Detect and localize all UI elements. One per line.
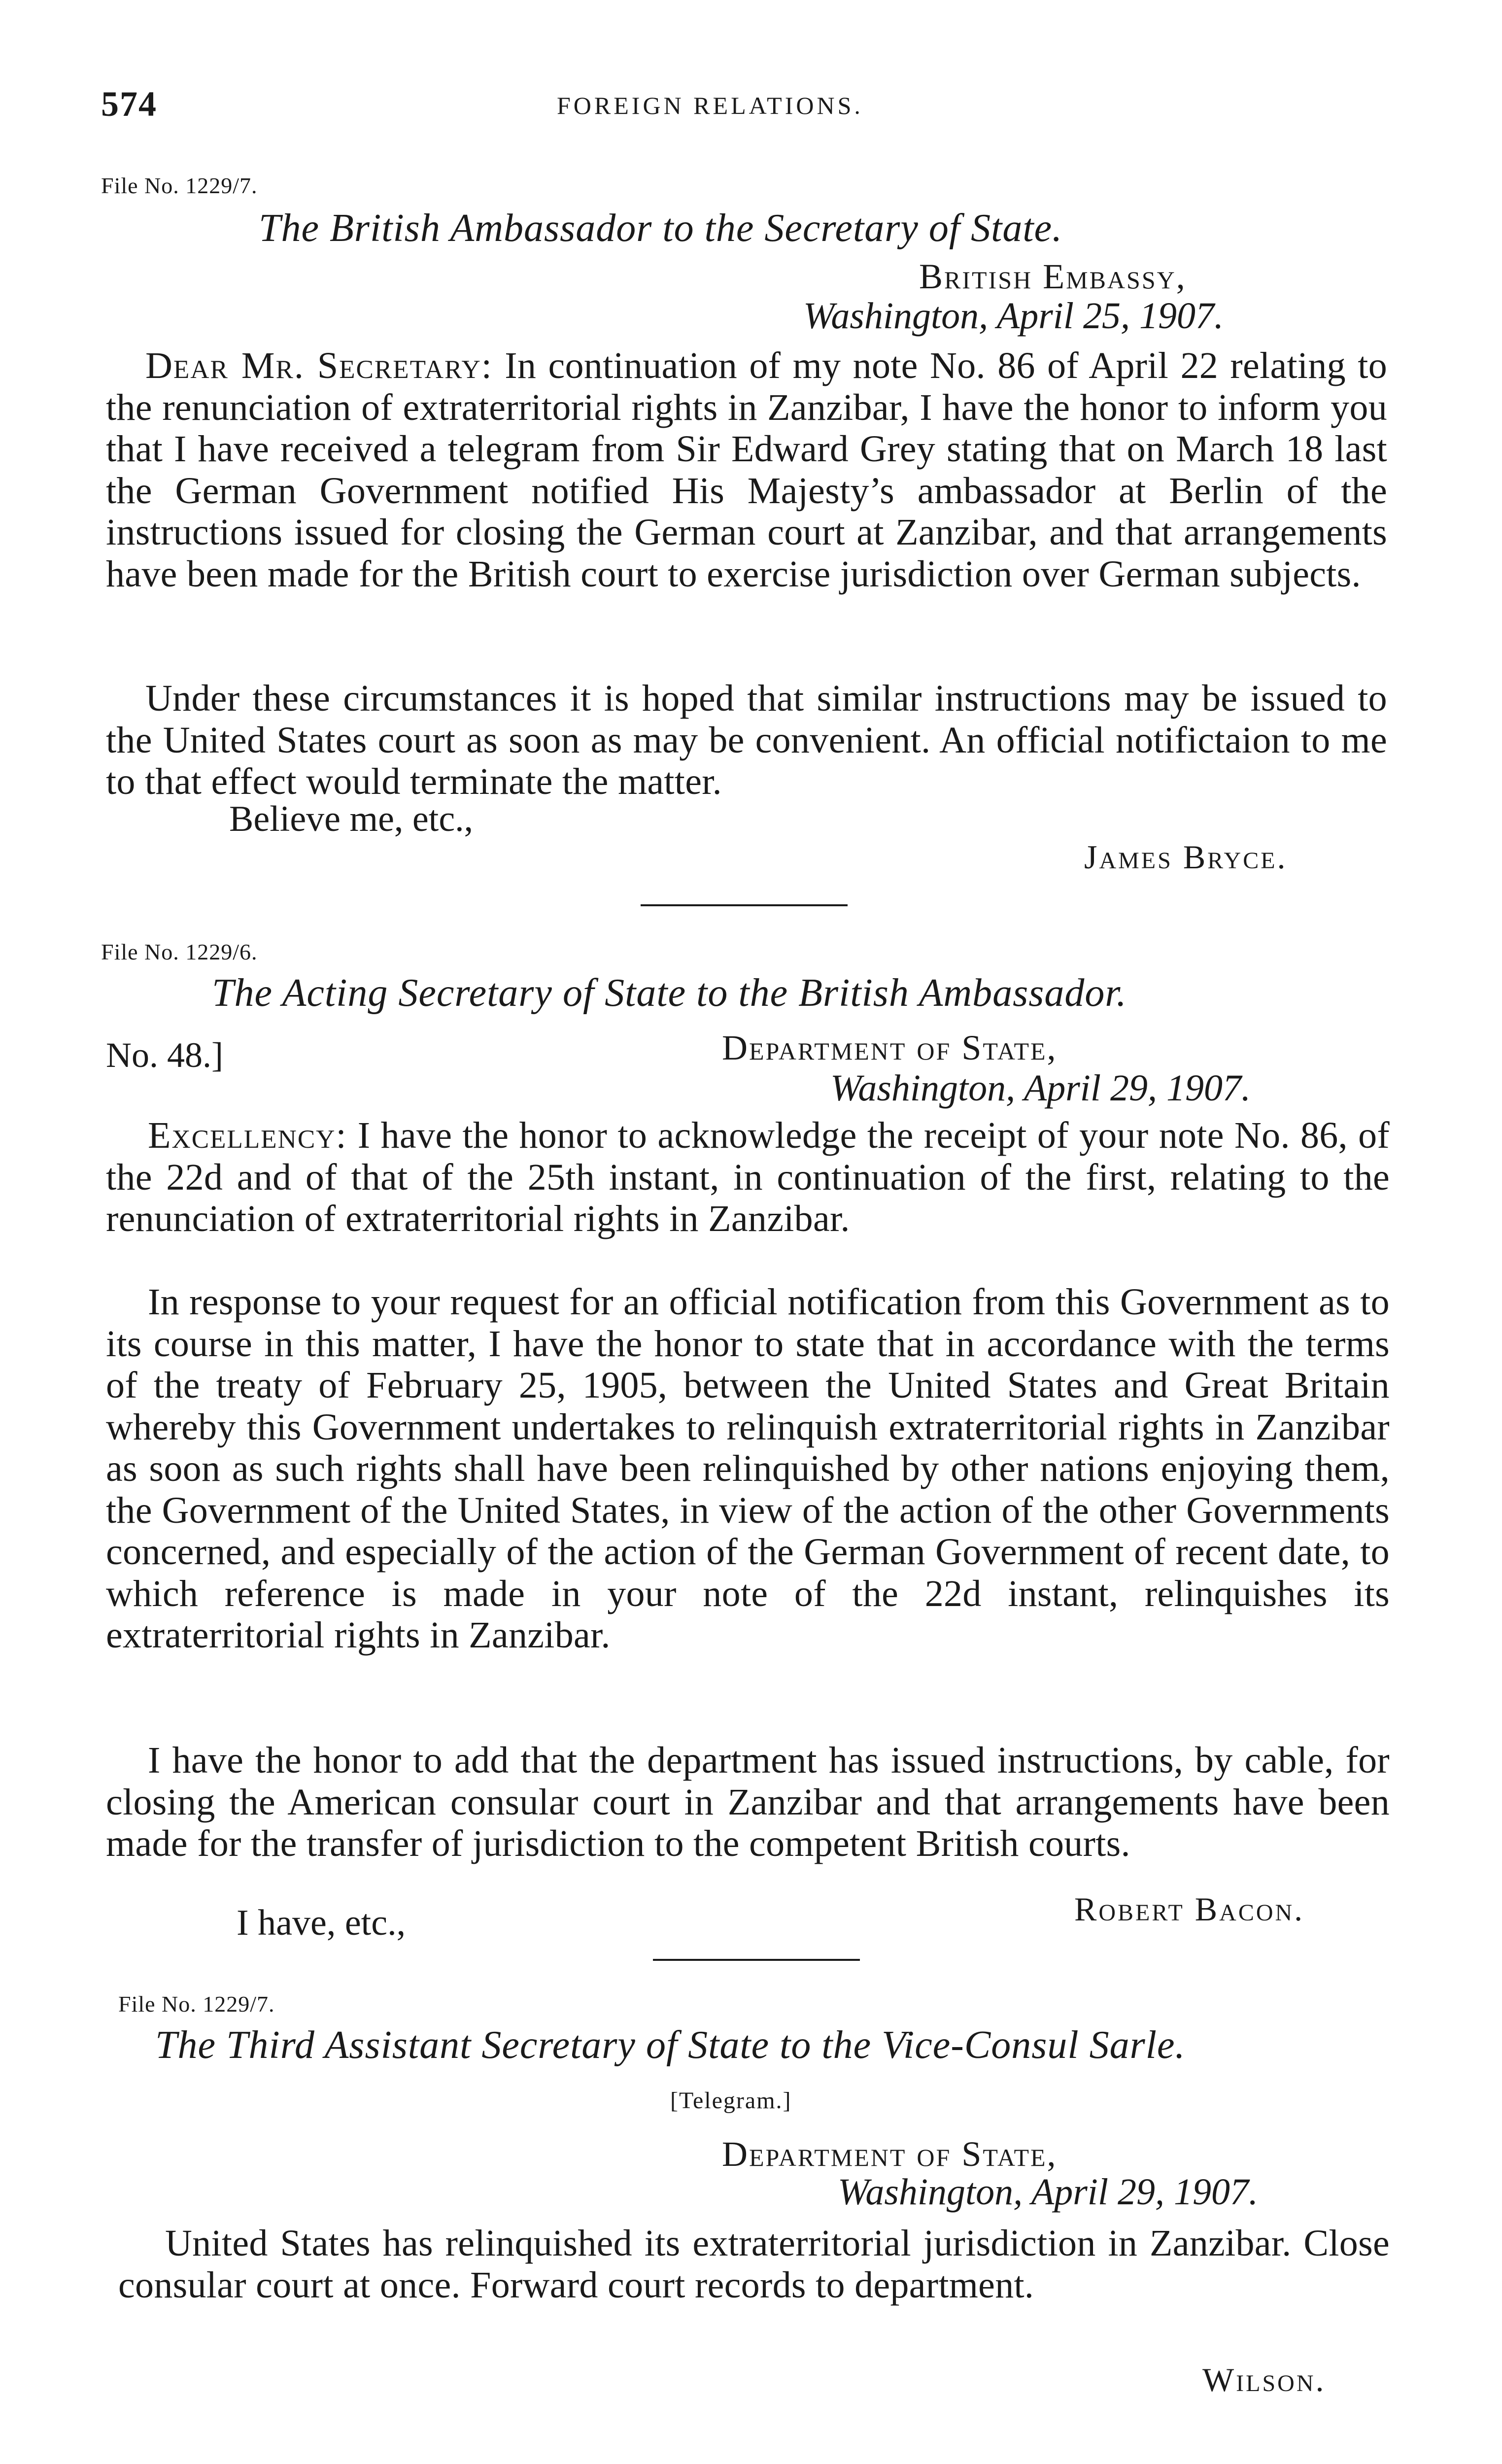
doc1-title: The British Ambassador to the Secretary of State.	[259, 206, 1063, 250]
doc2-paragraph-1	[106, 1115, 1390, 1240]
doc2-file-number: File No. 1229/6.	[101, 939, 258, 964]
doc1-salutation: Dear Mr. Secretary:	[145, 345, 493, 386]
doc3-file-number: File No. 1229/7.	[118, 1991, 275, 2017]
doc2-title: The Acting Secretary of State to the British Ambassador.	[212, 971, 1127, 1015]
doc2-paragraph-3: I have the honor to add that the department has issued instructions, by cable, for closing the American consular court in Zanzibar and that arrangements have been made for the transfer of jurisdiction to the competent British courts.	[106, 1740, 1390, 1864]
doc2-paragraph-2: In response to your request for an official notification from this Government as to its course in this matter, I have the honor to state that in accordance with the terms of the treaty of February 25, 1905, between the United States and Great Britain whereby this Government undertakes to relinquish extraterritorial rights in Zanzibar as soon as such rights shall have been relinquished by other nations enjoying them, the Government of the United States, in view of the action of the other Governments concerned, and especially of the action of the German Government of recent date, to which reference is made in your note of the 22d instant, relinquishes its extraterritorial rights in Zanzibar.	[106, 1281, 1390, 1656]
doc1-para1-text: In continuation of my note No. 86 of April 22 relating to the renunciation of extraterritorial rights in Zanzibar, I have the honor to inform you that I have received a telegram from Sir Edward Grey stating that on March 18 last the German Government notified His Majesty’s ambassador at Berlin of the instructions issued for closing the German court at Zanzibar, and that arrangements have been made for the British court to exercise jurisdiction over German subjects.	[106, 345, 1387, 595]
doc2-origin: Department of State,	[722, 1028, 1058, 1067]
doc1-paragraph-2: Under these circumstances it is hoped that similar instructions may be issued to the United States court as soon as may be convenient. An official notifictaion to me to that effect would terminate the matter.	[106, 678, 1387, 802]
running-head: FOREIGN RELATIONS.	[557, 92, 863, 119]
doc2-closing: I have, etc.,	[237, 1903, 406, 1943]
doc1-paragraph-1	[106, 345, 1387, 595]
doc2-para1-text: I have the honor to acknowledge the receipt of your note No. 86, of the 22d and of that of the 25th instant, in continuation of the first, relating to the renunciation of extraterritorial rights in Zanzibar.	[106, 1115, 1390, 1239]
doc2-reference-number: No. 48.]	[106, 1035, 223, 1075]
doc1-place-date: Washington, April 25, 1907.	[803, 295, 1224, 337]
section-divider	[653, 1959, 860, 1961]
doc2-place-date: Washington, April 29, 1907.	[830, 1067, 1251, 1109]
telegram-label: [Telegram.]	[670, 2088, 792, 2114]
doc3-paragraph-1: United States has relinquished its extraterritorial jurisdiction in Zanzibar. Close consular court at once. Forward court records to department.	[118, 2223, 1390, 2306]
doc3-place-date: Washington, April 29, 1907.	[838, 2171, 1258, 2213]
doc1-closing: Believe me, etc.,	[229, 799, 474, 839]
doc2-signature: Robert Bacon.	[1074, 1890, 1305, 1928]
doc2-salutation: Excellency:	[148, 1115, 347, 1156]
doc1-origin: British Embassy,	[919, 257, 1187, 296]
doc3-title: The Third Assistant Secretary of State to the Vice-Consul Sarle.	[155, 2023, 1186, 2067]
doc1-signature: James Bryce.	[1084, 838, 1288, 876]
doc1-file-number: File No. 1229/7.	[101, 173, 258, 198]
doc3-origin: Department of State,	[722, 2134, 1058, 2174]
doc3-signature: Wilson.	[1202, 2361, 1326, 2398]
page-number: 574	[101, 84, 157, 124]
section-divider	[641, 904, 848, 906]
